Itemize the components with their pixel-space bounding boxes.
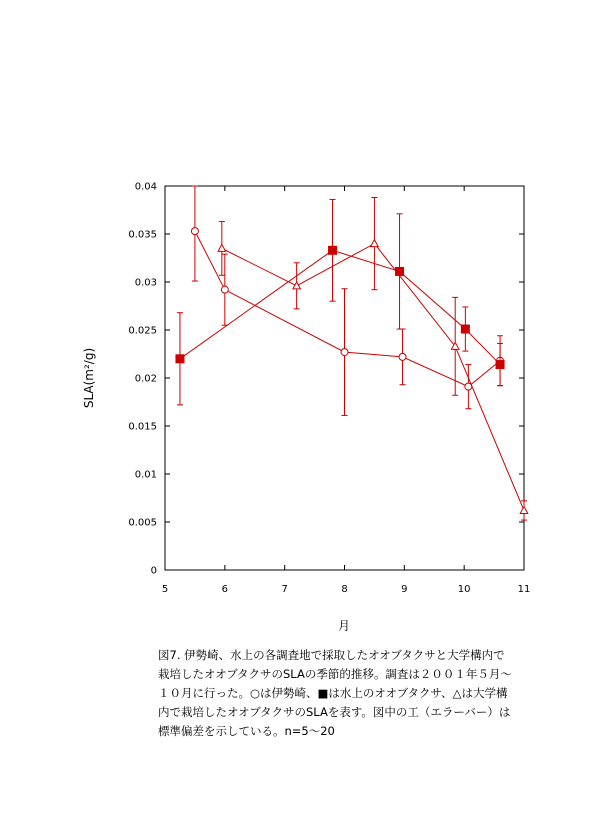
y-axis-title: SLA(m²/g) (82, 347, 96, 409)
data-point-square (329, 246, 337, 254)
x-tick-label: 7 (281, 584, 288, 595)
data-point-circle (221, 286, 228, 293)
x-axis-title: 月 (337, 619, 351, 633)
x-axis (162, 186, 531, 595)
data-point-triangle (520, 506, 528, 513)
series-line (195, 231, 500, 387)
data-point-circle (191, 228, 198, 235)
caption-line: １０月に行った。○は伊勢崎、■は水上のオオブタクサ、△は大学構 (158, 686, 508, 700)
y-tick-label: 0.025 (128, 325, 157, 337)
x-tick-label: 6 (221, 584, 229, 595)
x-tick-label: 8 (341, 584, 348, 595)
x-tick-label: 11 (517, 584, 531, 595)
data-point-circle (341, 349, 348, 356)
data-series (191, 186, 503, 415)
data-point-circle (399, 353, 406, 360)
y-tick-label: 0.015 (128, 421, 157, 433)
caption-line: 標準偏差を示している。n=5〜20 (158, 724, 335, 738)
caption-line: 図7. 伊勢崎、水上の各調査地で採取したオオブタクサと大学構内で (158, 648, 505, 662)
data-point-triangle (371, 240, 379, 247)
y-tick-label: 0.035 (128, 229, 157, 241)
data-point-square (496, 361, 504, 369)
data-point-triangle (218, 244, 226, 251)
y-axis (128, 182, 524, 577)
data-point-triangle (293, 282, 301, 289)
figure-caption (158, 646, 558, 741)
y-tick-label: 0.02 (134, 373, 157, 385)
y-tick-label: 0.005 (128, 517, 157, 529)
data-series (218, 198, 528, 521)
data-point-square (176, 355, 184, 363)
x-tick-label: 5 (161, 584, 169, 595)
x-tick-label: 10 (457, 584, 471, 595)
caption-line: 栽培したオオブタクサのSLAの季節的推移。調査は２００１年５月〜 (158, 667, 512, 681)
y-tick-label: 0 (150, 565, 157, 577)
y-tick-label: 0.03 (134, 277, 157, 289)
series-line (222, 244, 524, 511)
x-tick-label: 9 (401, 584, 408, 595)
series-layer (176, 186, 528, 520)
data-point-square (461, 325, 469, 333)
caption-line: 内で栽培したオオブタクサのSLAを表す。図中の工（エラーバー）は (158, 705, 511, 719)
y-tick-label: 0.04 (134, 181, 157, 193)
y-tick-label: 0.01 (134, 469, 157, 481)
